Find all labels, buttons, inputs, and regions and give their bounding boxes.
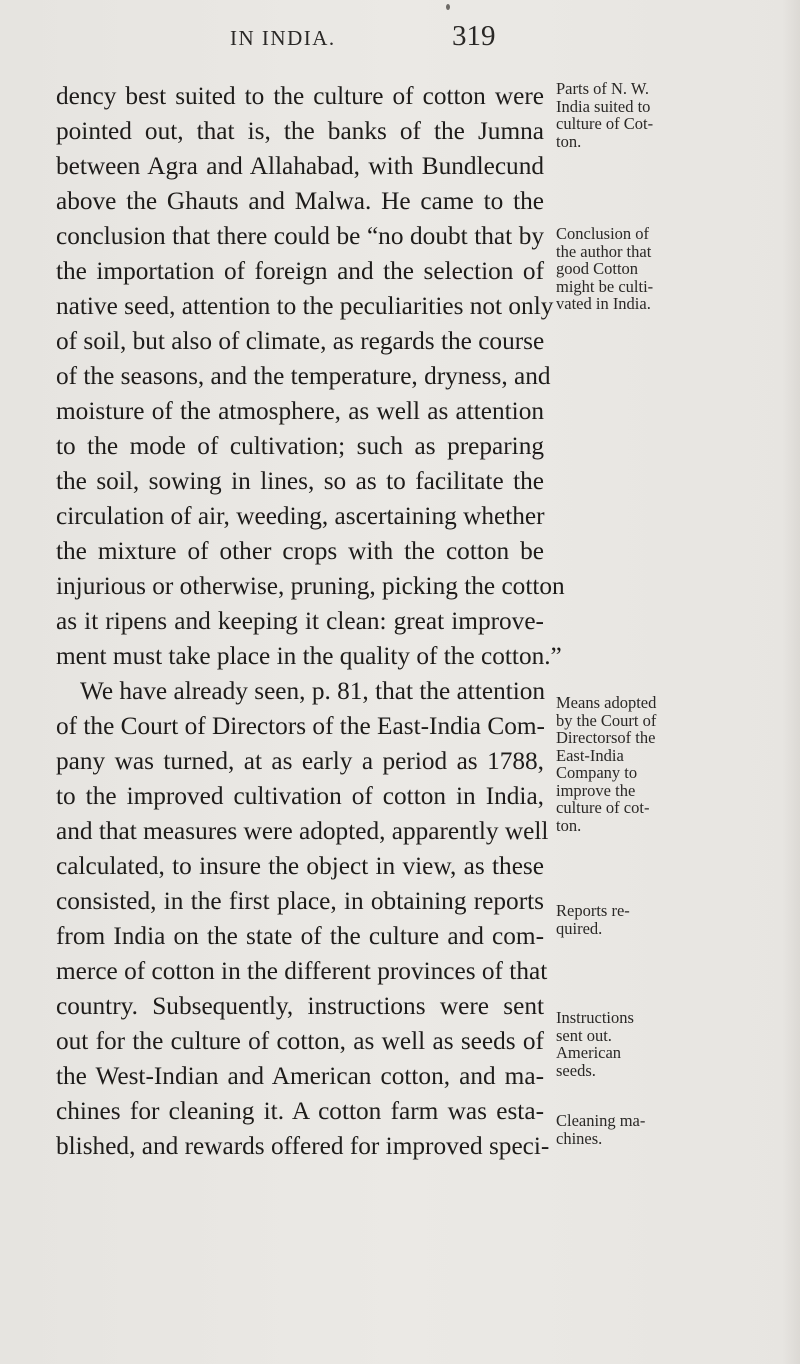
text-line: dency best suited to the culture of cotton were [56, 82, 544, 110]
text-line: to the improved cultivation of cotton in India, [56, 782, 544, 810]
text-line-paragraph-start: We have already seen, p. 81, that the attention [80, 677, 546, 705]
margin-note-line: culture of cot- [556, 798, 650, 817]
text-line: the soil, sowing in lines, so as to facilitate the [56, 467, 544, 495]
text-line: the mixture of other crops with the cotton be [56, 537, 544, 565]
margin-note-line: Conclusion of [556, 224, 650, 243]
margin-note-line: Company to [556, 763, 638, 782]
page-number: 319 [452, 20, 496, 52]
margin-note-line: Means adopted [556, 693, 657, 712]
margin-note-line: vated in India. [556, 294, 651, 313]
text-line: blished, and rewards offered for improved speci- [56, 1132, 550, 1160]
margin-note-line: culture of Cot- [556, 114, 654, 133]
main-text-column [56, 79, 565, 1164]
margin-note-line: seeds. [556, 1060, 596, 1080]
margin-note-line: Parts of N. W. [556, 79, 650, 98]
text-line: between Agra and Allahabad, with Bundlecund [56, 152, 544, 180]
margin-note-means-adopted [556, 694, 686, 834]
text-line: country. Subsequently, instructions were sent [56, 992, 544, 1020]
text-line: of the seasons, and the temperature, dryness, and [56, 362, 551, 390]
text-line: out for the culture of cotton, as well as seeds of [56, 1027, 544, 1055]
text-line: of soil, but also of climate, as regards the course [56, 327, 545, 355]
margin-note-line: Instructions [556, 1008, 634, 1027]
text-line: circulation of air, weeding, ascertaining whether [56, 502, 545, 530]
margin-note-reports [556, 902, 686, 937]
running-header [0, 20, 800, 60]
margin-note-line: American [556, 1043, 622, 1062]
margin-note-line: East-India [556, 745, 624, 765]
text-line: consisted, in the first place, in obtaining reports [56, 887, 544, 915]
margin-note-line: India suited to [556, 96, 651, 116]
text-line: conclusion that there could be “no doubt that by [56, 222, 544, 250]
text-line: the importation of foreign and the selection of [56, 257, 544, 285]
print-speck [446, 4, 450, 10]
text-line: calculated, to insure the object in view, as these [56, 852, 544, 880]
margin-note-line: by the Court of [556, 710, 657, 730]
page-edge-shadow [782, 0, 800, 1364]
text-line: above the Ghauts and Malwa. He came to the [56, 187, 544, 215]
margin-note-line: good Cotton [556, 259, 639, 278]
margin-note-cotton-regions [556, 80, 686, 150]
text-line: injurious or otherwise, pruning, picking the cotton [56, 572, 565, 600]
margin-note-cleaning-machines [556, 1112, 686, 1147]
margin-note-line: improve the [556, 780, 636, 800]
margin-note-instructions [556, 1009, 686, 1079]
text-line: moisture of the atmosphere, as well as attention [56, 397, 544, 425]
text-line: pany was turned, at as early a period as 1788, [56, 747, 544, 775]
text-line-paragraph-end: ment must take place in the quality of the cotton.” [56, 642, 562, 670]
margin-note-line: Cleaning ma- [556, 1111, 646, 1130]
text-line: as it ripens and keeping it clean: great improve- [56, 607, 544, 635]
running-title: IN INDIA. [230, 26, 336, 50]
margin-note-line: quired. [556, 918, 603, 938]
margin-note-line: Directorsof the [556, 728, 656, 747]
margin-note-line: might be culti- [556, 276, 654, 296]
text-line: pointed out, that is, the banks of the Jumna [56, 117, 544, 145]
margin-note-line: the author that [556, 241, 652, 261]
text-line: merce of cotton in the different provinces of that [56, 957, 548, 985]
margin-note-line: ton. [556, 815, 582, 835]
margin-note-line: Reports re- [556, 901, 630, 920]
text-line: from India on the state of the culture and com- [56, 922, 544, 950]
text-line: and that measures were adopted, apparently well [56, 817, 549, 845]
text-line: of the Court of Directors of the East-India Com- [56, 712, 545, 740]
margin-note-line: ton. [556, 131, 582, 151]
text-line: chines for cleaning it. A cotton farm was esta- [56, 1097, 544, 1125]
margin-note-line: sent out. [556, 1025, 612, 1045]
text-line: to the mode of cultivation; such as preparing [56, 432, 544, 460]
margin-note-line: chines. [556, 1128, 603, 1148]
text-line: native seed, attention to the peculiarities not only [56, 292, 554, 320]
margin-note-conclusion [556, 225, 686, 313]
text-line: the West-Indian and American cotton, and ma- [56, 1062, 544, 1090]
